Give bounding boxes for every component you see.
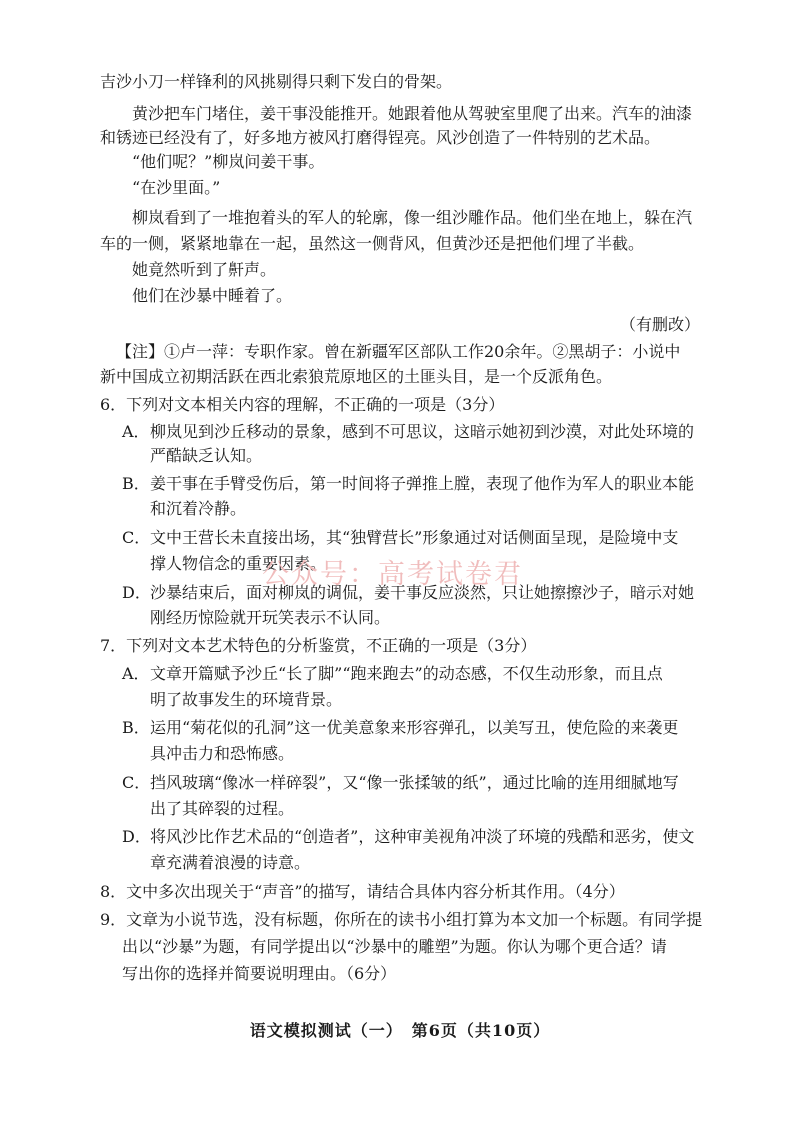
question-6: 6．下列对文本相关内容的理解，不正确的一项是（3分） xyxy=(100,395,505,414)
edit-note: （有删改） xyxy=(619,315,700,334)
question-9-line: 出以“沙暴”为题，有同学提出以“沙暴中的雕塑”为题。你认为哪个更合适？请 xyxy=(122,937,667,956)
question-9: 9．文章为小说节选，没有标题，你所在的读书小组打算为本文加一个标题。有同学提 xyxy=(100,910,703,929)
option-text: 出了其碎裂的过程。 xyxy=(150,799,295,818)
question-7: 7．下列对文本艺术特色的分析鉴赏，不正确的一项是（3分） xyxy=(100,636,537,655)
option-letter: D． xyxy=(122,827,151,846)
passage-line: 和锈迹已经没有了，好多地方被风打磨得锃亮。风沙创造了一件特别的艺术品。 xyxy=(100,128,661,147)
option-text: 和沉着冷静。 xyxy=(150,499,247,518)
option-text: 章充满着浪漫的诗意。 xyxy=(150,853,311,872)
watermark: 公众号：高考试卷君 xyxy=(262,559,523,590)
option-text: 沙暴结束后，面对柳岚的调侃，姜干事反应淡然，只让她擦擦沙子，暗示对她 xyxy=(150,583,695,602)
option-letter: B． xyxy=(122,718,150,737)
option-text: 文中王营长未直接出场，其“独臂营长”形象通过对话侧面呈现，是险境中支 xyxy=(150,528,679,547)
passage-line: “在沙里面。” xyxy=(132,178,221,197)
passage-line: 她竟然听到了鼾声。 xyxy=(132,260,277,279)
option-text: 具冲击力和恐怖感。 xyxy=(150,744,295,763)
question-9-line: 写出你的选择并简要说明理由。（6分） xyxy=(122,964,397,983)
passage-line: 吉沙小刀一样锋利的风挑剔得只剩下发白的骨架。 xyxy=(100,72,453,91)
option-text: 柳岚见到沙丘移动的景象，感到不可思议，这暗示她初到沙漠，对此处环境的 xyxy=(150,422,695,441)
option-letter: C． xyxy=(122,528,151,547)
option-text: 将风沙比作艺术品的“创造者”，这种审美视角冲淡了环境的残酷和恶劣，使文 xyxy=(150,827,695,846)
passage-line: “他们呢？”柳岚问姜干事。 xyxy=(132,152,325,171)
option-letter: B． xyxy=(122,474,150,493)
option-text: 挡风玻璃“像冰一样碎裂”，又“像一张揉皱的纸”，通过比喻的连用细腻地写 xyxy=(150,773,679,792)
question-8: 8．文中多次出现关于“声音”的描写，请结合具体内容分析其作用。（4分） xyxy=(100,882,625,901)
passage-line: 黄沙把车门堵住，姜干事没能推开。她跟着他从驾驶室里爬了出来。汽车的油漆 xyxy=(132,104,693,123)
option-text: 姜干事在手臂受伤后，第一时间将子弹推上膛，表现了他作为军人的职业本能 xyxy=(150,474,695,493)
option-letter: A． xyxy=(122,422,150,441)
option-text: 严酷缺乏认知。 xyxy=(150,446,263,465)
option-letter: D． xyxy=(122,583,151,602)
option-text: 明了故事发生的环境背景。 xyxy=(150,690,343,709)
option-text: 刚经历惊险就开玩笑表示不认同。 xyxy=(150,608,391,627)
passage-line: 柳岚看到了一堆抱着头的军人的轮廓，像一组沙雕作品。他们坐在地上，躲在汽 xyxy=(132,208,693,227)
passage-line: 他们在沙暴中睡着了。 xyxy=(132,286,293,305)
option-text: 运用“菊花似的孔洞”这一优美意象来形容弹孔，以美写丑，使危险的来袭更 xyxy=(150,718,679,737)
option-letter: A． xyxy=(122,664,150,683)
passage-line: 车的一侧，紧紧地靠在一起，虽然这一侧背风，但黄沙还是把他们埋了半截。 xyxy=(100,234,645,253)
note-line: 新中国成立初期活跃在西北索狼荒原地区的土匪头目，是一个反派角色。 xyxy=(100,367,613,386)
option-letter: C． xyxy=(122,773,151,792)
option-text: 文章开篇赋予沙丘“长了脚”“跑来跑去”的动态感，不仅生动形象，而且点 xyxy=(150,664,663,683)
note-line: 【注】①卢一萍：专职作家。曾在新疆军区部队工作20余年。②黑胡子：小说中 xyxy=(116,342,681,361)
option-text: 撑人物信念的重要因素。 xyxy=(150,554,327,573)
page-footer: 语文模拟测试（一） 第6页（共10页） xyxy=(249,1021,551,1040)
